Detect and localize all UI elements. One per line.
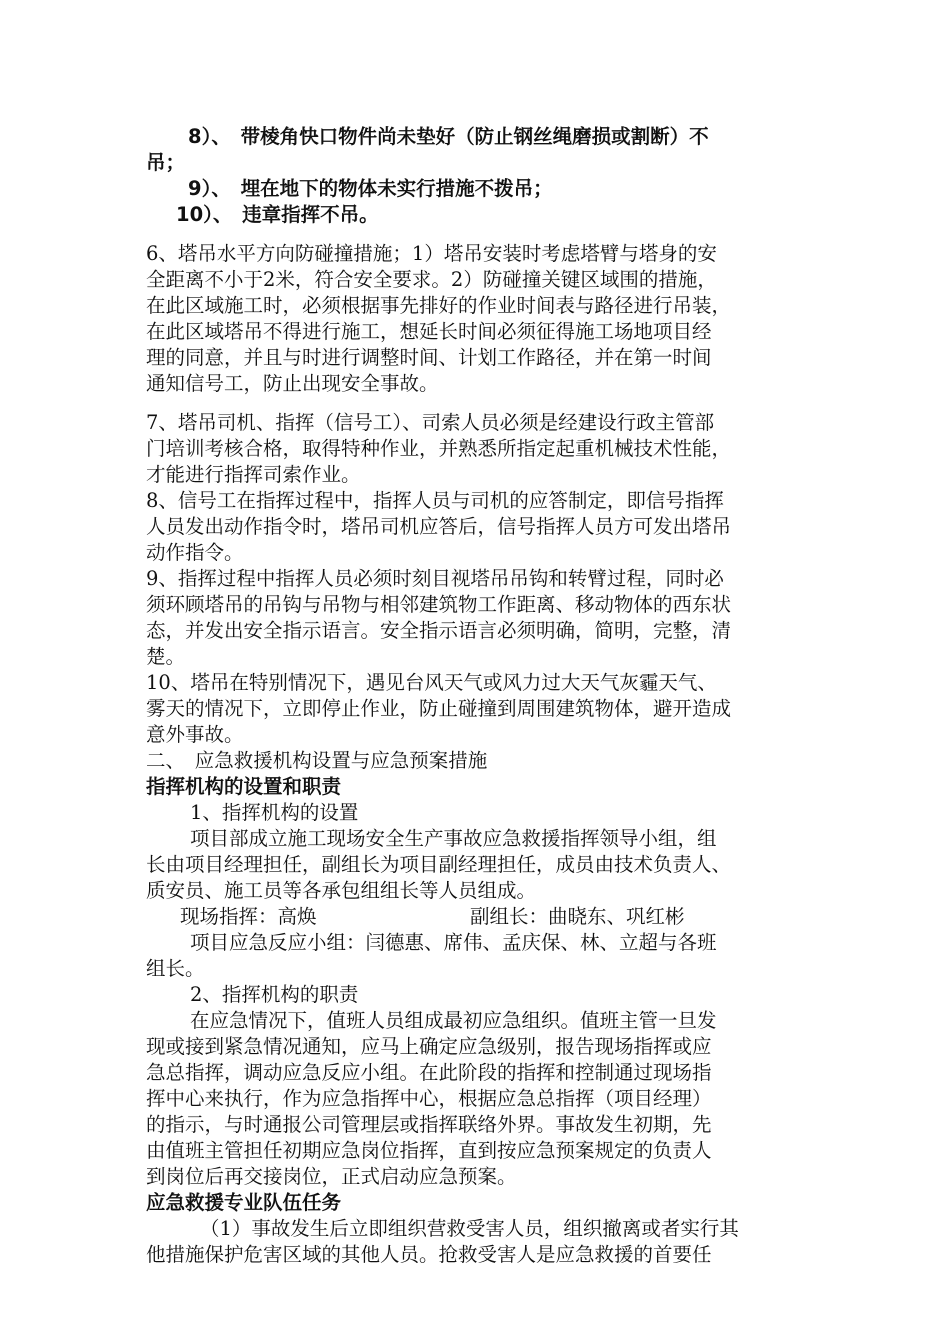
- paragraph-line: 由值班主管担任初期应急岗位指挥，直到按应急预案规定的负责人: [146, 1139, 712, 1162]
- paragraph-line: 急总指挥，调动应急反应小组。在此阶段的指挥和控制通过现场指: [146, 1061, 712, 1084]
- paragraph-line: 到岗位后再交接岗位，正式启动应急预案。: [146, 1165, 517, 1188]
- paragraph-line: 8、信号工在指挥过程中，指挥人员与司机的应答制定，即信号指挥: [146, 489, 724, 512]
- item-heading: 1、指挥机构的设置: [190, 801, 359, 824]
- list-item: 10）、 违章指挥不吊。: [176, 203, 379, 226]
- paragraph-line: 10、塔吊在特别情况下，遇见台风天气或风力过大天气灰霾天气、: [146, 671, 717, 694]
- site-commander: 现场指挥：高焕: [180, 905, 317, 928]
- section-heading: 二、 应急救援机构设置与应急预案措施: [146, 749, 488, 772]
- list-item-continuation: 吊；: [146, 151, 186, 174]
- paragraph-line: （1）事故发生后立即组织营救受害人员，组织撤离或者实行其: [200, 1217, 739, 1240]
- paragraph-line: 的指示，与时通报公司管理层或指挥联络外界。事故发生初期，先: [146, 1113, 712, 1136]
- deputy-leaders: 副组长：曲晓东、巩红彬: [470, 905, 685, 928]
- paragraph-line: 楚。: [146, 645, 186, 668]
- paragraph-line: 质安员、施工员等各承包组组长等人员组成。: [146, 879, 537, 902]
- list-item: 9）、 埋在地下的物体未实行措施不拨吊；: [188, 177, 553, 200]
- paragraph-line: 雾天的情况下，立即停止作业，防止碰撞到周围建筑物体，避开造成: [146, 697, 732, 720]
- paragraph-line: 人员发出动作指令时，塔吊司机应答后，信号指挥人员方可发出塔吊: [146, 515, 732, 538]
- paragraph-line: 7、塔吊司机、指挥（信号工）、司索人员必须是经建设行政主管部: [146, 411, 715, 434]
- paragraph-line: 长由项目经理担任，副组长为项目副经理担任，成员由技术负责人、: [146, 853, 732, 876]
- paragraph-line: 通知信号工，防止出现安全事故。: [146, 372, 439, 395]
- paragraph-line: 须环顾塔吊的吊钩与吊物与相邻建筑物工作距离、移动物体的西东状: [146, 593, 732, 616]
- list-item: 8）、 带棱角快口物件尚未垫好（防止钢丝绳磨损或割断）不: [188, 125, 709, 148]
- subsection-heading: 应急救援专业队伍任务: [146, 1191, 342, 1214]
- paragraph-line: 6、塔吊水平方向防碰撞措施；1）塔吊安装时考虑塔臂与塔身的安: [146, 242, 717, 265]
- paragraph-line: 全距离不小于2米，符合安全要求。2）防碰撞关键区域围的措施，: [146, 268, 717, 291]
- paragraph-line: 态，并发出安全指示语言。安全指示语言必须明确，简明，完整，清: [146, 619, 732, 642]
- paragraph-line: 项目应急反应小组：闫德惠、席伟、孟庆保、林、立超与各班: [190, 931, 717, 954]
- paragraph-line: 动作指令。: [146, 541, 244, 564]
- paragraph-line: 在此区域施工时，必须根据事先排好的作业时间表与路径进行吊装，: [146, 294, 732, 317]
- paragraph-line: 意外事故。: [146, 723, 244, 746]
- paragraph-line: 才能进行指挥司索作业。: [146, 463, 361, 486]
- paragraph-line: 他措施保护危害区域的其他人员。抢救受害人是应急救援的首要任: [146, 1243, 712, 1266]
- paragraph-line: 在应急情况下，值班人员组成最初应急组织。值班主管一旦发: [190, 1009, 717, 1032]
- paragraph-line: 现或接到紧急情况通知，应马上确定应急级别，报告现场指挥或应: [146, 1035, 712, 1058]
- paragraph-line: 项目部成立施工现场安全生产事故应急救援指挥领导小组，组: [190, 827, 717, 850]
- subsection-heading: 指挥机构的设置和职责: [146, 775, 342, 798]
- paragraph-line: 组长。: [146, 957, 205, 980]
- paragraph-line: 理的同意，并且与时进行调整时间、计划工作路径，并在第一时间: [146, 346, 712, 369]
- paragraph-line: 9、指挥过程中指挥人员必须时刻目视塔吊吊钩和转臂过程，同时必: [146, 567, 724, 590]
- paragraph-line: 挥中心来执行，作为应急指挥中心，根据应急总指挥（项目经理）: [146, 1087, 712, 1110]
- paragraph-line: 门培训考核合格，取得特种作业，并熟悉所指定起重机械技术性能，: [146, 437, 732, 460]
- paragraph-line: 在此区域塔吊不得进行施工，想延长时间必须征得施工场地项目经: [146, 320, 712, 343]
- item-heading: 2、指挥机构的职责: [190, 983, 359, 1006]
